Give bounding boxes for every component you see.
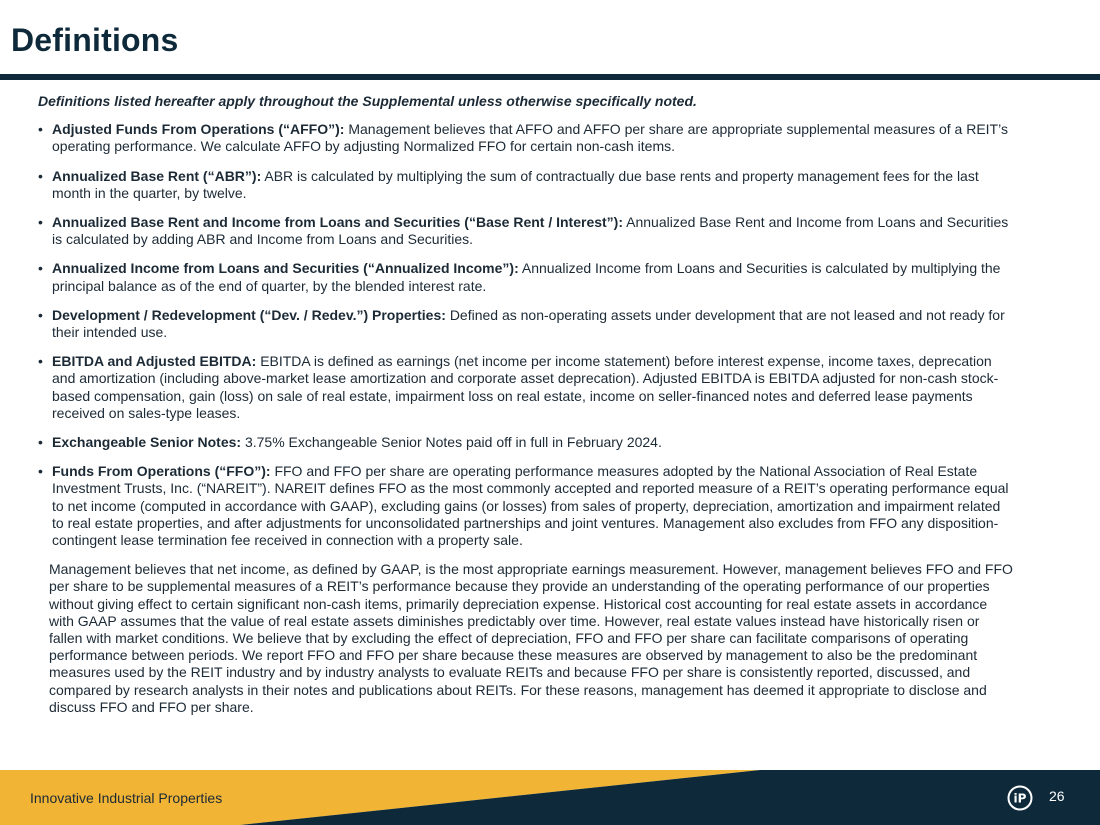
footer-company-name: Innovative Industrial Properties — [30, 790, 223, 806]
definition-text: ABR is calculated by multiplying the sum of contractually due base rents and property management fees for the last month in the quarter, by twelve. — [52, 167, 979, 201]
definition-term: Funds From Operations (“FFO”): — [52, 463, 271, 480]
definition-affo — [38, 121, 1013, 155]
definitions-list — [38, 121, 1013, 549]
definition-term: EBITDA and Adjusted EBITDA: — [52, 353, 257, 370]
definition-term: Annualized Base Rent (“ABR”): — [52, 167, 262, 184]
definition-text: Annualized Base Rent and Income from Loans and Securities is calculated by adding ABR and Income from Loans and Securities. — [52, 214, 1009, 248]
definition-text: EBITDA is defined as earnings (net income per income statement) before interest expense, income taxes, deprecation and amortization (including above-market lease amortization and corporate asset deprecation). Adjusted EBITDA is EBITDA adjusted for non-cash stock-based compensation, gain (loss) on sale of real estate, impairment loss on real estate, income on seller-financed notes and deferred lease payments received on sales-type leases. — [52, 353, 999, 421]
definition-term: Annualized Base Rent and Income from Loans and Securities (“Base Rent / Interest”): — [52, 214, 624, 231]
logo-text: iP — [1013, 791, 1027, 806]
definition-term: Development / Redevelopment (“Dev. / Redev.”) Properties: — [52, 306, 446, 323]
definition-term: Exchangeable Senior Notes: — [52, 434, 242, 451]
definition-abr — [38, 168, 1013, 202]
definition-base-rent-interest — [38, 214, 1013, 248]
definition-annualized-income — [38, 260, 1013, 294]
definition-text: Annualized Income from Loans and Securities is calculated by multiplying the principal balance as of the end of quarter, by the blended interest rate. — [52, 260, 1001, 294]
page-title: Definitions — [11, 22, 179, 58]
definitions-content — [38, 93, 1013, 716]
definition-ffo — [38, 463, 1013, 549]
definition-text: Management believes that AFFO and AFFO per share are appropriate supplemental measures of a REIT’s operating performance. We calculate AFFO by adjusting Normalized FFO for certain non-cash items. — [52, 121, 1008, 155]
definition-exchangeable-notes — [38, 434, 1013, 451]
definition-text: FFO and FFO per share are operating performance measures adopted by the National Association of Real Estate Investment Trusts, Inc. (“NAREIT”). NAREIT defines FFO as the most commonly accepted and reported measure of a REIT’s operating performance equal to net income (computed in accordance with GAAP), excluding gains (or losses) from sales of property, depreciation, amortization and impairment related to real estate properties, and after adjustments for unconsolidated partnerships and joint ventures. Management also excludes from FFO any disposition-contingent lease termination fee received in connection with a property sale. — [52, 463, 1009, 549]
definition-text: Defined as non-operating assets under development that are not leased and not ready for their intended use. — [52, 306, 1005, 341]
intro-note: Definitions listed hereafter apply throughout the Supplemental unless otherwise specifically noted. — [38, 93, 697, 109]
page-number: 26 — [1049, 788, 1065, 804]
definition-text: 3.75% Exchangeable Senior Notes paid off in full in February 2024. — [244, 434, 662, 451]
iip-logo-icon — [1007, 785, 1033, 811]
title-divider — [0, 74, 1100, 80]
definition-ebitda — [38, 353, 1013, 422]
definition-dev-redev — [38, 307, 1013, 341]
ffo-explanation-paragraph: Management believes that net income, as defined by GAAP, is the most appropriate earnings measurement. However, management believes FFO and FFO per share to be supplemental measures of a REIT’s performance because they provide an understanding of the operating performance of our properties without giving effect to certain significant non-cash items, primarily depreciation expense. Historical cost accounting for real estate assets in accordance with GAAP assumes that the value of real estate assets diminishes predictably over time. However, real estate values instead have historically risen or fallen with market conditions. We believe that by excluding the effect of depreciation, FFO and FFO per share can facilitate comparisons of operating performance between periods. We report FFO and FFO per share because these measures are observed by management to also be the predominant measures used by the REIT industry and by industry analysts to evaluate REITs and because FFO per share is consistently reported, discussed, and compared by research analysts in their notes and publications about REITs. For these reasons, management has deemed it appropriate to disclose and discuss FFO and FFO per share. — [49, 561, 1013, 715]
definition-term: Adjusted Funds From Operations (“AFFO”): — [52, 121, 345, 138]
definition-term: Annualized Income from Loans and Securities (“Annualized Income”): — [52, 260, 519, 277]
